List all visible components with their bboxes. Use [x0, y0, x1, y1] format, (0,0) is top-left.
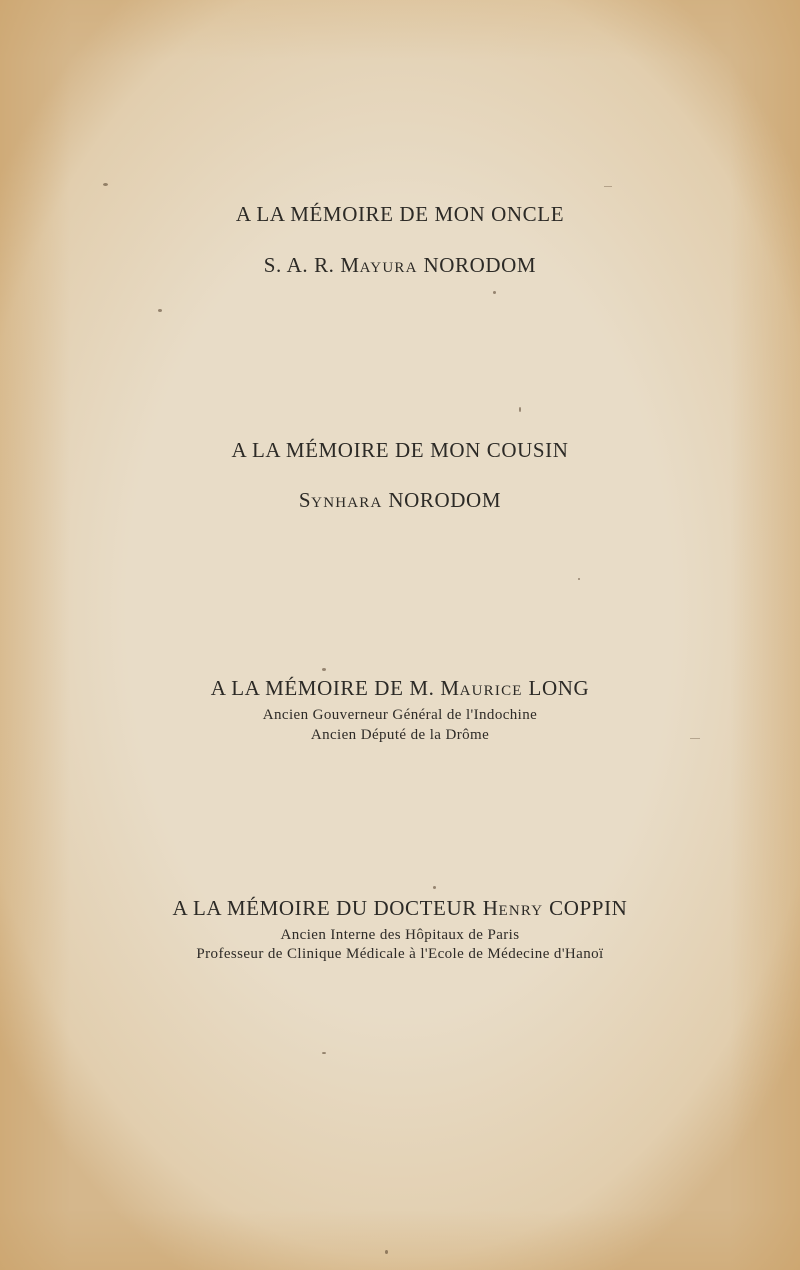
dedication-1-title: A LA MÉMOIRE DE MON ONCLE — [235, 202, 565, 226]
paper-speck — [578, 578, 580, 580]
paper-speck — [493, 291, 496, 294]
dedication-1-given-initial: M — [340, 253, 360, 277]
dedication-1-heading — [0, 202, 800, 227]
dedication-2-surname: NORODOM — [388, 488, 502, 512]
paper-speck — [322, 668, 326, 671]
dedication-4-subtitle-2: Professeur de Clinique Médicale à l'Ecole de Médecine d'Hanoï — [196, 946, 604, 962]
dedication-3-given-rest: AURICE — [459, 683, 523, 699]
dedication-2-given-initial: S — [298, 488, 312, 512]
dedication-3-subtitle-2: Ancien Député de la Drôme — [310, 727, 490, 743]
paper-scratch — [690, 738, 700, 739]
paper-speck — [433, 886, 436, 889]
paper-speck — [519, 407, 521, 412]
dedication-4-heading — [0, 896, 800, 921]
dedication-3-subtitle-1: Ancien Gouverneur Général de l'Indochine — [262, 707, 538, 723]
dedication-2-title: A LA MÉMOIRE DE MON COUSIN — [231, 438, 569, 462]
dedication-3-given-initial: M — [440, 676, 460, 700]
dedication-2-name — [0, 488, 800, 513]
dedication-4-title: A LA MÉMOIRE DU DOCTEUR — [172, 896, 483, 920]
dedication-4-subtitle-1: Ancien Interne des Hôpitaux de Paris — [280, 927, 520, 943]
paper-speck — [385, 1250, 388, 1254]
paper-speck — [158, 309, 162, 312]
dedication-4-given-initial: H — [482, 896, 499, 920]
dedication-4-given-rest: ENRY — [498, 903, 544, 919]
dedication-2-heading — [0, 438, 800, 463]
paper-speck — [322, 1052, 326, 1054]
dedication-2-given-rest: YNHARA — [311, 495, 383, 511]
paper-scratch — [604, 186, 612, 187]
dedication-3-title: A LA MÉMOIRE DE M. — [210, 676, 441, 700]
dedication-4-surname: COPPIN — [549, 896, 628, 920]
dedication-1-surname: NORODOM — [423, 253, 537, 277]
dedication-1-name-prefix: S. A. R. — [263, 253, 341, 277]
dedication-3-heading — [0, 676, 800, 701]
dedication-1-name — [0, 253, 800, 278]
dedication-1-given-rest: AYURA — [359, 260, 418, 276]
paper-speck — [103, 183, 108, 186]
dedication-3-surname: LONG — [528, 676, 590, 700]
